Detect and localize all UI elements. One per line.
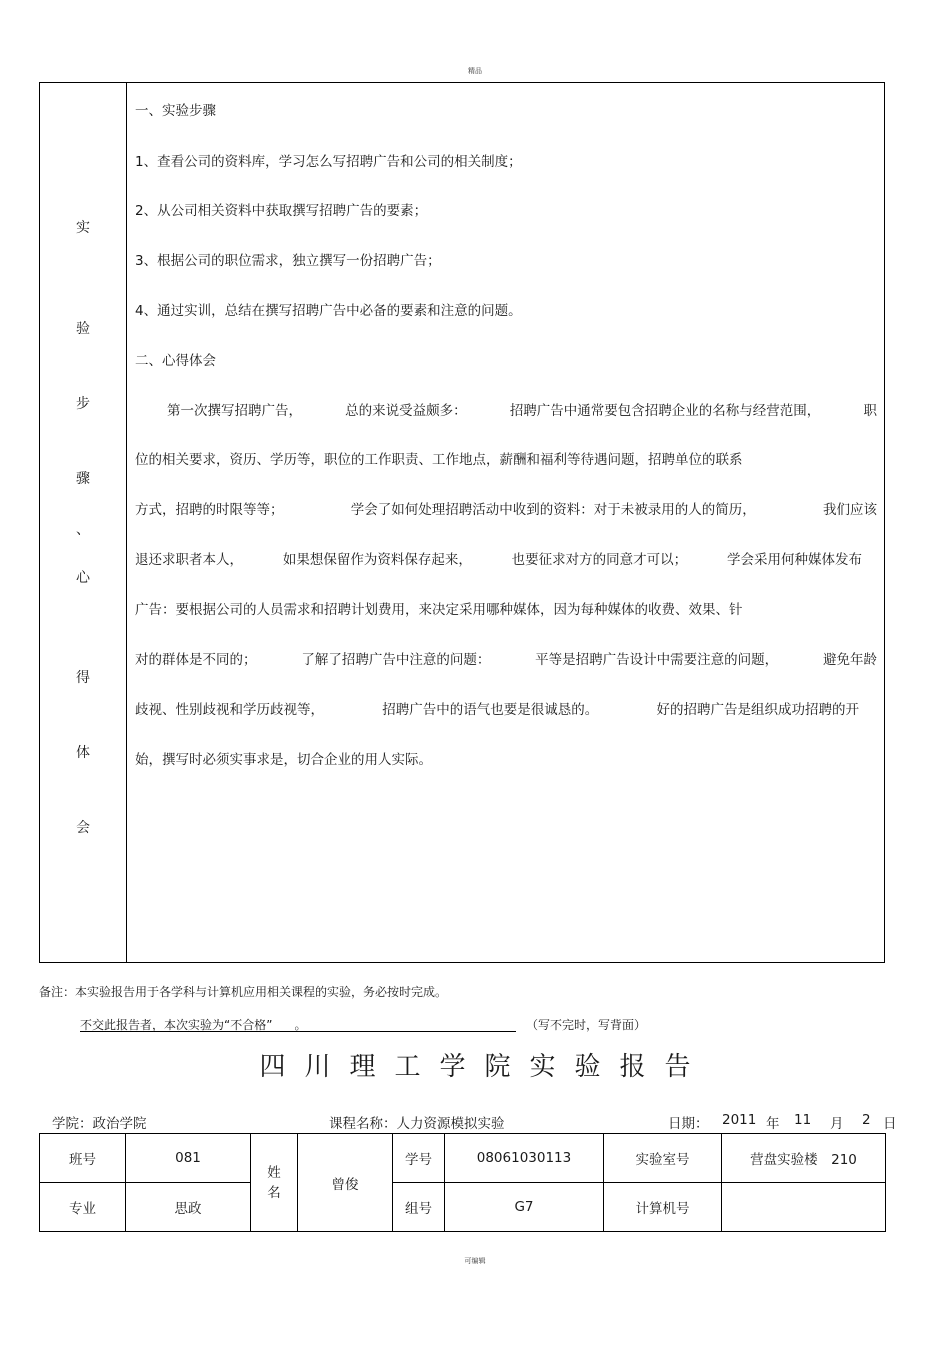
side-label-char: 实	[76, 220, 90, 236]
paragraph-line: 第一次撰写招聘广告， 总的来说受益颇多： 招聘广告中通常要包含招聘企业的名称与经营范围， 职	[167, 403, 877, 419]
name-label: 姓名	[251, 1134, 298, 1232]
paragraph-line: 对的群体是不同的； 了解了招聘广告中注意的问题： 平等是招聘广告设计中需要注意的问题， 避免年龄	[135, 652, 877, 668]
class-value: 081	[126, 1134, 251, 1183]
date-year-unit: 年	[766, 1116, 780, 1132]
step-item: 3、根据公司的职位需求，独立撰写一份招聘广告；	[135, 253, 441, 269]
date-month-unit: 月	[830, 1116, 844, 1132]
experiment-section-box	[39, 82, 885, 963]
paragraph-line: 方式，招聘的时限等等； 学会了如何处理招聘活动中收到的资料：对于未被录用的人的简历， 我们应该	[135, 502, 877, 518]
paragraph-line: 歧视、性别歧视和学历歧视等， 招聘广告中的语气也要是很诚恳的。 好的招聘广告是组织成功招聘的开	[135, 702, 859, 718]
name-value: 曾俊	[298, 1134, 393, 1232]
side-label-char: 、	[76, 522, 90, 538]
date-year: 2011	[722, 1112, 757, 1128]
college-field: 学院：政治学院	[52, 1116, 147, 1132]
class-label: 班号	[40, 1134, 126, 1183]
group-label: 组号	[393, 1183, 445, 1232]
table-row	[40, 1134, 886, 1183]
header-tag: 精品	[468, 67, 482, 75]
paragraph-line: 始，撰写时必须实事求是，切合企业的用人实际。	[135, 752, 432, 768]
paragraph-line: 退还求职者本人， 如果想保留作为资料保存起来， 也要征求对方的同意才可以； 学会采用何种媒体发布	[135, 552, 862, 568]
report-title: 四川理工学院实验报告	[259, 1052, 710, 1082]
student-id-label: 学号	[393, 1134, 445, 1183]
major-label: 专业	[40, 1183, 126, 1232]
side-label-char: 骤	[76, 471, 90, 487]
step-item: 4、通过实训，总结在撰写招聘广告中必备的要素和注意的问题。	[135, 303, 522, 319]
computer-label: 计算机号	[604, 1183, 722, 1232]
warning-suffix: （写不完时，写背面）	[526, 1018, 647, 1032]
student-info-table	[39, 1133, 886, 1232]
group-value: G7	[445, 1183, 604, 1232]
paragraph-line: 位的相关要求，资历、学历等，职位的工作职责、工作地点，薪酬和福利等待遇问题，招聘单位的联系	[135, 452, 743, 468]
lab-room-value: 营盘实验楼 210	[722, 1134, 886, 1183]
side-label-char: 会	[76, 820, 90, 836]
failure-warning: 不交此报告者，本次实验为“不合格” 。	[80, 1016, 516, 1032]
steps-heading: 一、实验步骤	[135, 103, 216, 119]
side-label-char: 步	[76, 396, 90, 412]
side-label-char: 心	[76, 570, 90, 586]
side-label-char: 得	[76, 670, 90, 686]
footer-tag: 可编辑	[464, 1257, 486, 1265]
table-row	[40, 1183, 886, 1232]
lab-room-label: 实验室号	[604, 1134, 722, 1183]
remark-note: 备注：本实验报告用于各学科与计算机应用相关课程的实验，务必按时完成。	[39, 985, 448, 999]
side-label-char: 验	[76, 321, 90, 337]
student-id-value: 08061030113	[445, 1134, 604, 1183]
date-day-unit: 日	[883, 1116, 897, 1132]
date-label: 日期：	[668, 1116, 709, 1132]
step-item: 2、从公司相关资料中获取撰写招聘广告的要素；	[135, 203, 428, 219]
computer-value	[722, 1183, 886, 1232]
side-label-char: 体	[76, 745, 90, 761]
section-divider	[126, 83, 127, 962]
course-field: 课程名称：人力资源模拟实验	[329, 1116, 505, 1132]
reflection-heading: 二、心得体会	[135, 353, 216, 369]
major-value: 思政	[126, 1183, 251, 1232]
step-item: 1、查看公司的资料库，学习怎么写招聘广告和公司的相关制度；	[135, 154, 522, 170]
paragraph-line: 广告：要根据公司的人员需求和招聘计划费用，来决定采用哪种媒体，因为每种媒体的收费、效果、针	[135, 602, 743, 618]
date-day: 2	[862, 1112, 871, 1128]
date-month: 11	[794, 1112, 812, 1128]
